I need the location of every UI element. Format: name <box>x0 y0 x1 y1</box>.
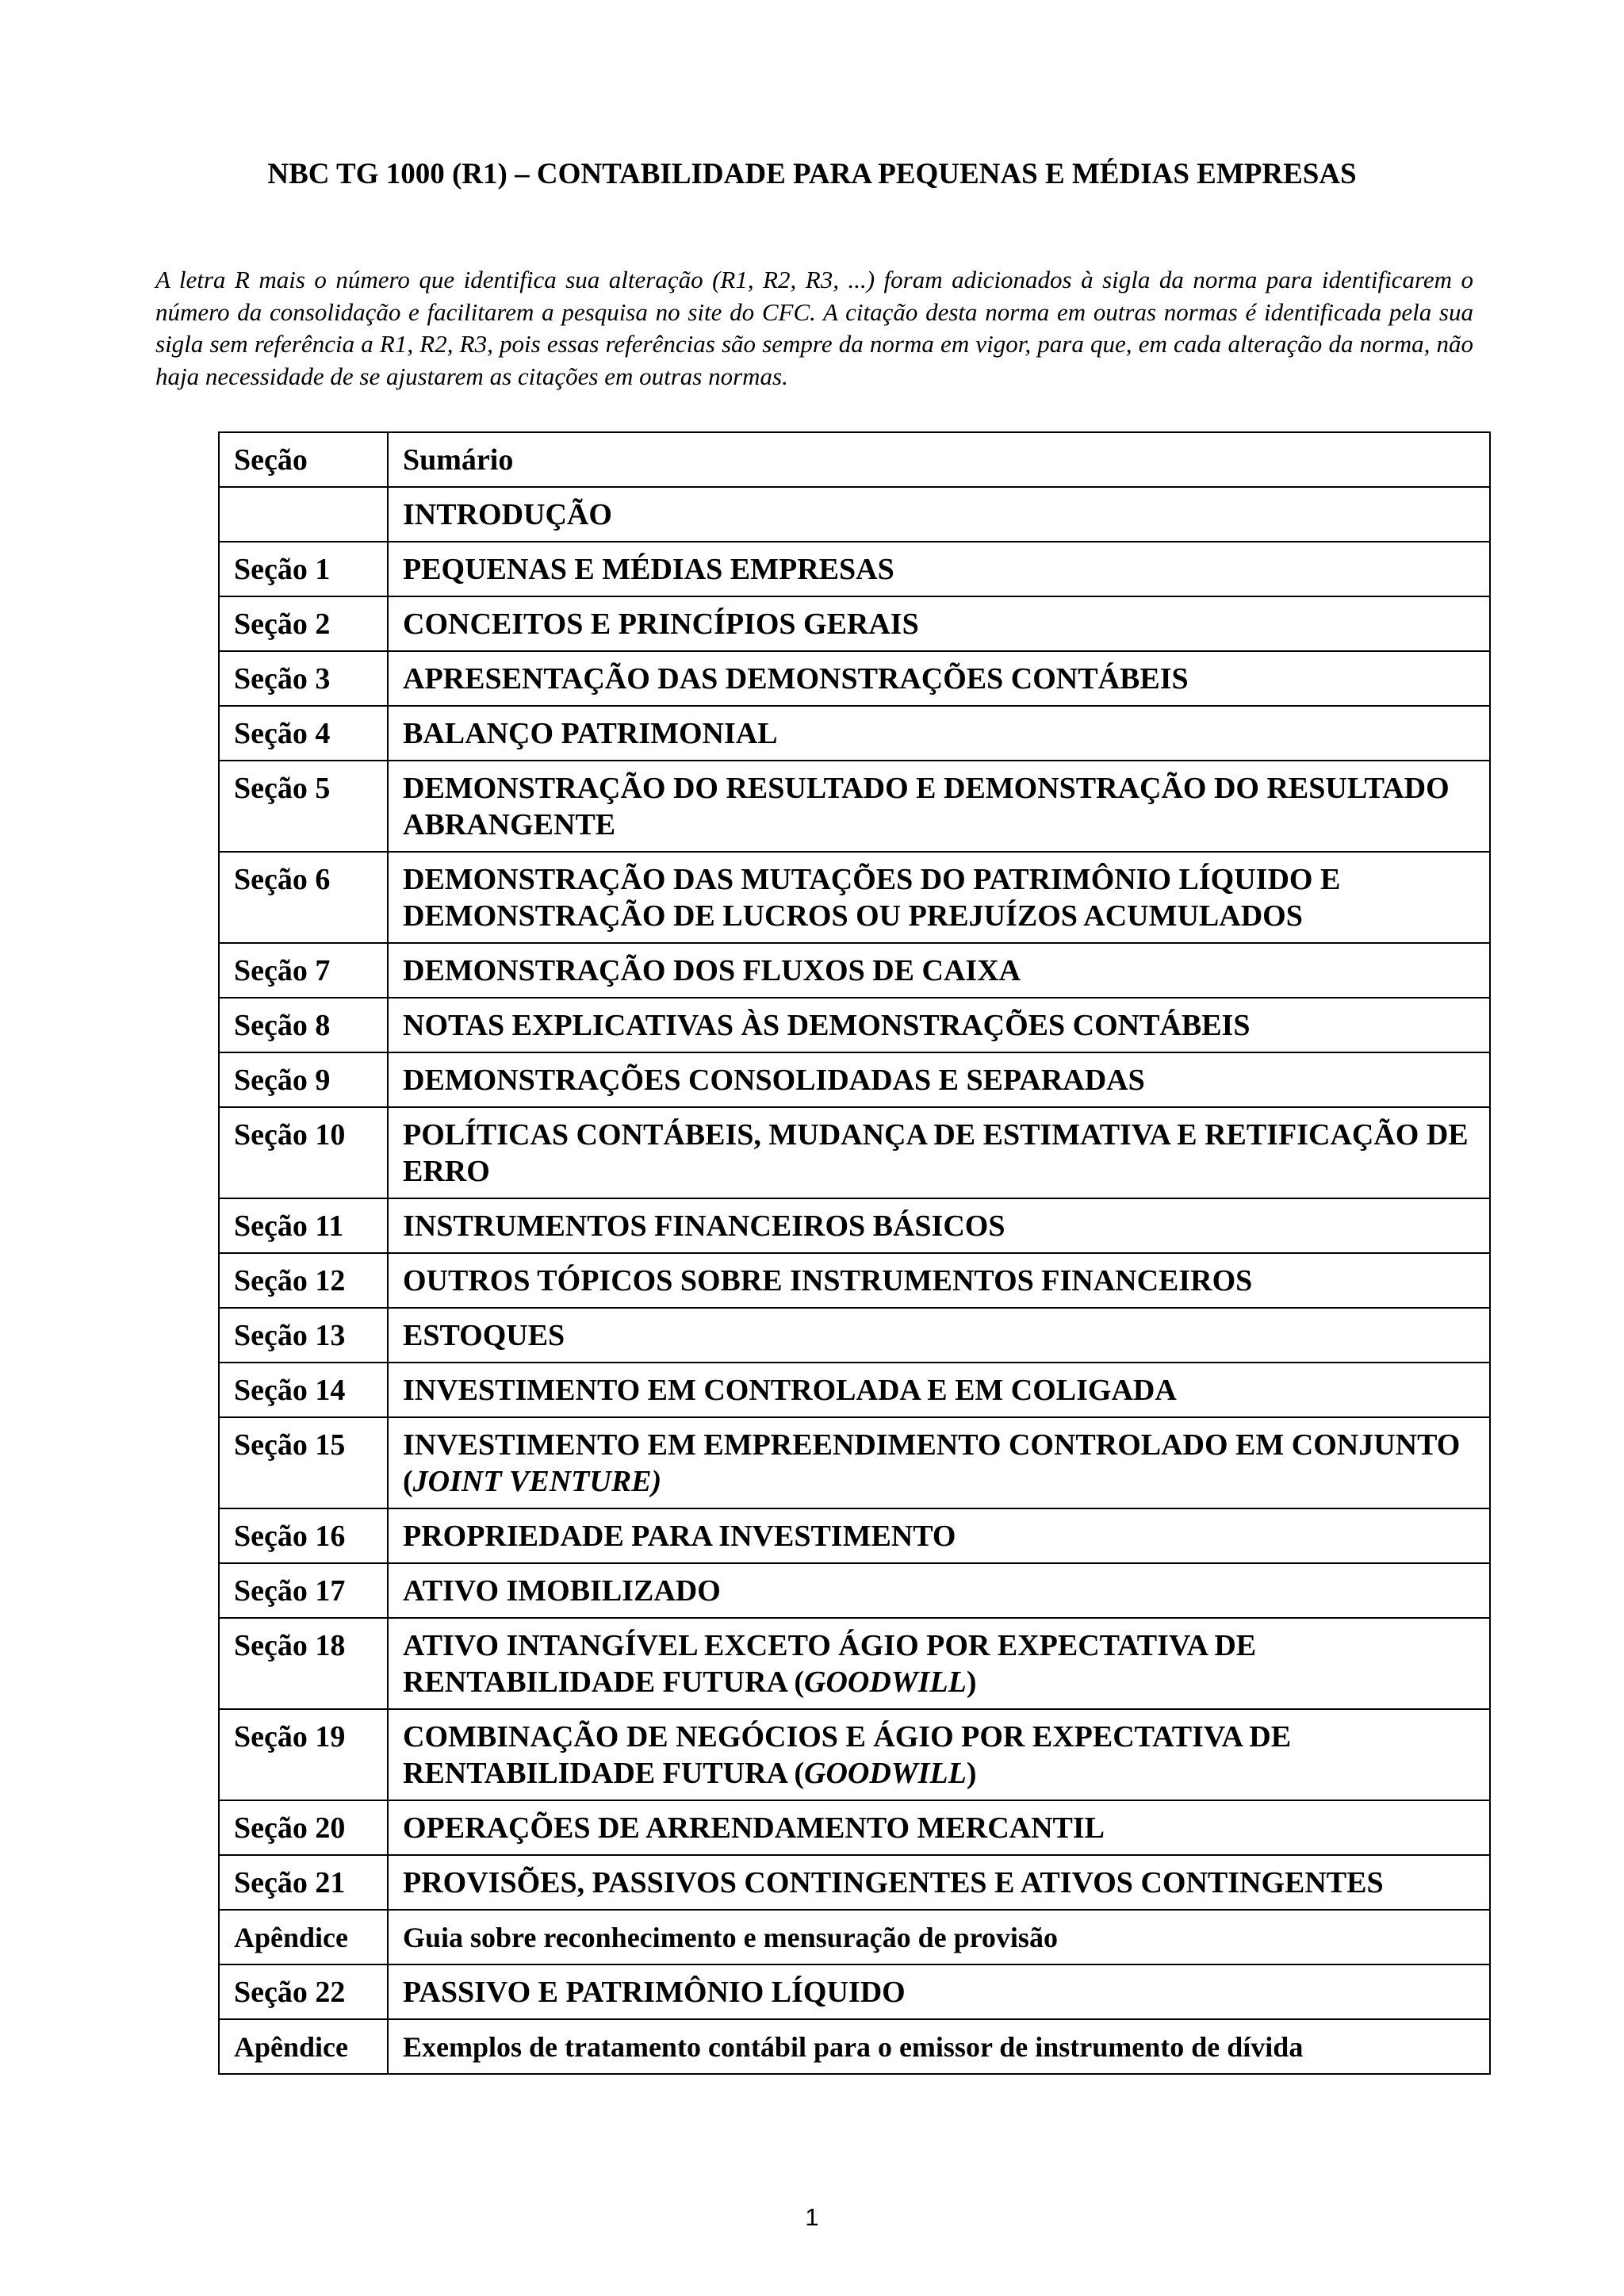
table-row <box>219 706 1490 761</box>
header-summary: Sumário <box>388 432 1490 487</box>
row-section: Seção 5 <box>219 761 388 852</box>
row-summary <box>388 1618 1490 1709</box>
row-summary: DEMONSTRAÇÕES CONSOLIDADAS E SEPARADAS <box>388 1052 1490 1107</box>
row-summary-text: COMBINAÇÃO DE NEGÓCIOS E ÁGIO POR EXPECTATIVA DE RENTABILIDADE FUTURA ( <box>403 1720 1292 1790</box>
row-section <box>219 487 388 542</box>
row-summary: DEMONSTRAÇÃO DOS FLUXOS DE CAIXA <box>388 943 1490 998</box>
row-summary: Guia sobre reconhecimento e mensuração de provisão <box>388 1910 1490 1964</box>
table-row <box>219 1253 1490 1308</box>
table-row <box>219 1508 1490 1563</box>
row-section: Seção 20 <box>219 1800 388 1855</box>
row-summary: PROVISÕES, PASSIVOS CONTINGENTES E ATIVOS CONTINGENTES <box>388 1855 1490 1910</box>
table-row <box>219 943 1490 998</box>
table-row <box>219 1618 1490 1709</box>
row-summary-suffix: ) <box>966 1757 977 1790</box>
row-summary-emphasis: GOODWILL <box>804 1757 967 1790</box>
intro-paragraph: A letra R mais o número que identifica sua alteração (R1, R2, R3, ...) foram adicionados à sigla da norma para identificarem o número da consolidação e facilitarem a pesquisa no site do CFC. A citação desta norma em outras normas é identificada pela sua sigla sem referência a R1, R2, R3, pois essas referências são sempre da norma em vigor, para que, em cada alteração da norma, não haja necessidade de se ajustarem as citações em outras normas. <box>155 266 1473 390</box>
row-section: Seção 2 <box>219 596 388 651</box>
row-summary: OPERAÇÕES DE ARRENDAMENTO MERCANTIL <box>388 1800 1490 1855</box>
row-summary: INTRODUÇÃO <box>388 487 1490 542</box>
row-section: Seção 12 <box>219 1253 388 1308</box>
table-header-row <box>219 432 1490 487</box>
row-section: Seção 13 <box>219 1308 388 1363</box>
table-row <box>219 1107 1490 1198</box>
table-row <box>219 852 1490 943</box>
row-section: Seção 18 <box>219 1618 388 1709</box>
row-section: Seção 15 <box>219 1417 388 1508</box>
row-section: Seção 9 <box>219 1052 388 1107</box>
row-summary-emphasis: GOODWILL <box>804 1665 967 1699</box>
table-row <box>219 1910 1490 1964</box>
row-summary <box>388 1709 1490 1800</box>
row-section: Seção 7 <box>219 943 388 998</box>
table-row <box>219 1563 1490 1618</box>
table-row <box>219 1800 1490 1855</box>
row-section: Seção 4 <box>219 706 388 761</box>
row-summary-suffix: ) <box>966 1665 977 1699</box>
table-row <box>219 1198 1490 1253</box>
row-section: Apêndice <box>219 1910 388 1964</box>
row-summary: CONCEITOS E PRINCÍPIOS GERAIS <box>388 596 1490 651</box>
page-number: 1 <box>805 2203 819 2231</box>
row-summary: PROPRIEDADE PARA INVESTIMENTO <box>388 1508 1490 1563</box>
table-row <box>219 542 1490 596</box>
table-row <box>219 1964 1490 2019</box>
row-summary: PASSIVO E PATRIMÔNIO LÍQUIDO <box>388 1964 1490 2019</box>
row-section: Seção 21 <box>219 1855 388 1910</box>
row-section: Seção 14 <box>219 1363 388 1417</box>
summary-table <box>218 431 1491 2075</box>
row-section: Seção 10 <box>219 1107 388 1198</box>
row-section: Seção 16 <box>219 1508 388 1563</box>
table-row <box>219 487 1490 542</box>
table-row <box>219 761 1490 852</box>
table-row <box>219 596 1490 651</box>
row-summary: PEQUENAS E MÉDIAS EMPRESAS <box>388 542 1490 596</box>
table-row <box>219 1417 1490 1508</box>
row-summary: DEMONSTRAÇÃO DO RESULTADO E DEMONSTRAÇÃO DO RESULTADO ABRANGENTE <box>388 761 1490 852</box>
row-section: Seção 17 <box>219 1563 388 1618</box>
row-summary: POLÍTICAS CONTÁBEIS, MUDANÇA DE ESTIMATIVA E RETIFICAÇÃO DE ERRO <box>388 1107 1490 1198</box>
row-section: Apêndice <box>219 2019 388 2074</box>
row-section: Seção 22 <box>219 1964 388 2019</box>
table-row <box>219 998 1490 1052</box>
row-summary: APRESENTAÇÃO DAS DEMONSTRAÇÕES CONTÁBEIS <box>388 651 1490 706</box>
row-summary-text: ATIVO INTANGÍVEL EXCETO ÁGIO POR EXPECTATIVA DE RENTABILIDADE FUTURA ( <box>403 1629 1257 1699</box>
table-row <box>219 1308 1490 1363</box>
table-row <box>219 1855 1490 1910</box>
row-section: Seção 3 <box>219 651 388 706</box>
row-summary: ATIVO IMOBILIZADO <box>388 1563 1490 1618</box>
row-summary: Exemplos de tratamento contábil para o emissor de instrumento de dívida <box>388 2019 1490 2074</box>
row-summary: NOTAS EXPLICATIVAS ÀS DEMONSTRAÇÕES CONTÁBEIS <box>388 998 1490 1052</box>
row-summary: ESTOQUES <box>388 1308 1490 1363</box>
table-row <box>219 651 1490 706</box>
row-summary: BALANÇO PATRIMONIAL <box>388 706 1490 761</box>
document-title: NBC TG 1000 (R1) – CONTABILIDADE PARA PEQUENAS E MÉDIAS EMPRESAS <box>267 158 1357 190</box>
row-summary: OUTROS TÓPICOS SOBRE INSTRUMENTOS FINANCEIROS <box>388 1253 1490 1308</box>
row-section: Seção 8 <box>219 998 388 1052</box>
row-summary: INSTRUMENTOS FINANCEIROS BÁSICOS <box>388 1198 1490 1253</box>
row-summary-text: INVESTIMENTO EM EMPREENDIMENTO CONTROLADO EM CONJUNTO ( <box>403 1428 1461 1498</box>
row-section: Seção 6 <box>219 852 388 943</box>
row-summary: INVESTIMENTO EM CONTROLADA E EM COLIGADA <box>388 1363 1490 1417</box>
row-summary <box>388 1417 1490 1508</box>
table-row <box>219 2019 1490 2074</box>
header-section: Seção <box>219 432 388 487</box>
table-row <box>219 1363 1490 1417</box>
row-section: Seção 11 <box>219 1198 388 1253</box>
row-summary: DEMONSTRAÇÃO DAS MUTAÇÕES DO PATRIMÔNIO LÍQUIDO E DEMONSTRAÇÃO DE LUCROS OU PREJUÍZOS ACUMULADOS <box>388 852 1490 943</box>
table-row <box>219 1709 1490 1800</box>
table-row <box>219 1052 1490 1107</box>
row-section: Seção 19 <box>219 1709 388 1800</box>
row-section: Seção 1 <box>219 542 388 596</box>
row-summary-emphasis: JOINT VENTURE) <box>412 1465 662 1498</box>
